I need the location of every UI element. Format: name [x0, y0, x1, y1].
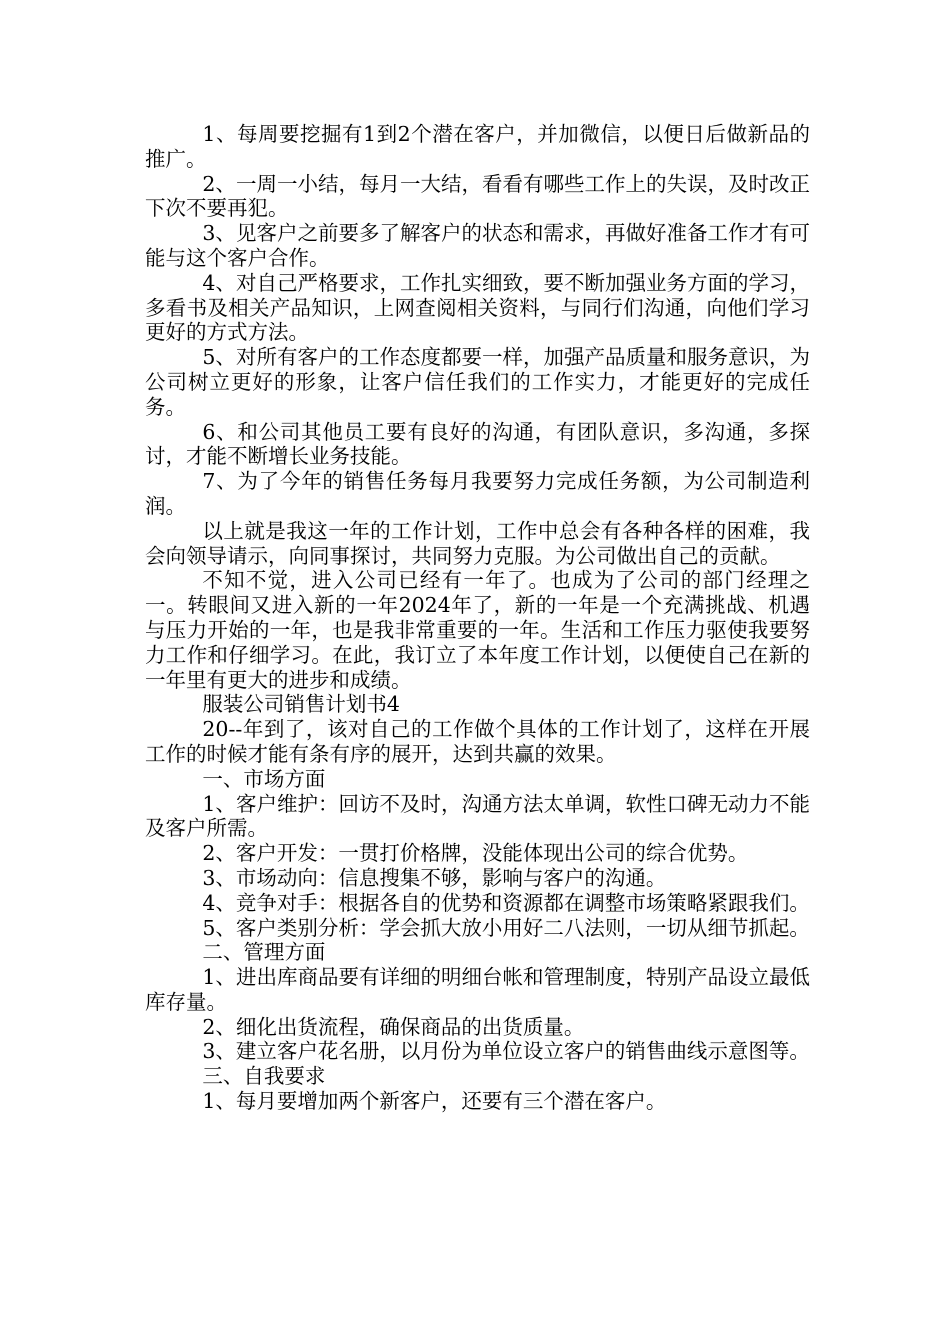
- paragraph: 1、客户维护：回访不及时，沟通方法太单调，软性口碑无动力不能及客户所需。: [145, 791, 810, 841]
- paragraph: 2、客户开发：一贯打价格牌，没能体现出公司的综合优势。: [202, 841, 749, 866]
- paragraph: 2、一周一小结，每月一大结，看看有哪些工作上的失误，及时改正下次不要再犯。: [145, 171, 810, 221]
- paragraph: 1、每月要增加两个新客户，还要有三个潜在客户。: [202, 1089, 667, 1114]
- paragraph: 7、为了今年的销售任务每月我要努力完成任务额，为公司制造利润。: [145, 469, 810, 518]
- paragraph: 3、市场动向：信息搜集不够，影响与客户的沟通。: [202, 865, 667, 890]
- paragraph: 3、建立客户花名册，以月份为单位设立客户的销售曲线示意图等。: [202, 1039, 810, 1064]
- paragraph: 20--年到了，该对自己的工作做个具体的工作计划了，这样在开展工作的时候才能有条有序的展开，达到共赢的效果。: [145, 717, 810, 766]
- document-body: [145, 122, 810, 1114]
- section-heading: 一、市场方面: [202, 766, 326, 791]
- paragraph: 5、对所有客户的工作态度都要一样，加强产品质量和服务意识，为公司树立更好的形象，让客户信任我们的工作实力，才能更好的完成任务。: [145, 345, 810, 419]
- paragraph: 6、和公司其他员工要有良好的沟通，有团队意识，多沟通，多探讨，才能不断增长业务技能。: [145, 419, 810, 469]
- paragraph: 5、客户类别分析：学会抓大放小用好二八法则，一切从细节抓起。: [202, 915, 810, 940]
- paragraph: 以上就是我这一年的工作计划，工作中总会有各种各样的困难，我会向领导请示，向同事探讨，共同努力克服。为公司做出自己的贡献。: [145, 518, 810, 568]
- section-heading: 三、自我要求: [202, 1064, 326, 1089]
- paragraph: 4、对自己严格要求，工作扎实细致，要不断加强业务方面的学习，多看书及相关产品知识，上网查阅相关资料，与同行们沟通，向他们学习更好的方式方法。: [145, 270, 810, 345]
- paragraph: 不知不觉，进入公司已经有一年了。也成为了公司的部门经理之一。转眼间又进入新的一年2024年了，新的一年是一个充满挑战、机遇与压力开始的一年，也是我非常重要的一年。生活和工作压力驱使我要努力工作和仔细学习。在此，我订立了本年度工作计划，以便使自己在新的一年里有更大的进步和成绩。: [145, 568, 810, 692]
- section-title: 服装公司销售计划书4: [202, 692, 400, 717]
- paragraph: 1、每周要挖掘有1到2个潜在客户，并加微信，以便日后做新品的推广。: [145, 122, 810, 171]
- paragraph: 2、细化出货流程，确保商品的出货质量。: [202, 1014, 585, 1039]
- paragraph: 3、见客户之前要多了解客户的状态和需求，再做好准备工作才有可能与这个客户合作。: [145, 221, 810, 270]
- paragraph: 1、进出库商品要有详细的明细台帐和管理制度，特别产品设立最低库存量。: [145, 965, 810, 1014]
- paragraph: 4、竞争对手：根据各自的优势和资源都在调整市场策略紧跟我们。: [202, 890, 810, 915]
- section-heading: 二、管理方面: [202, 940, 326, 965]
